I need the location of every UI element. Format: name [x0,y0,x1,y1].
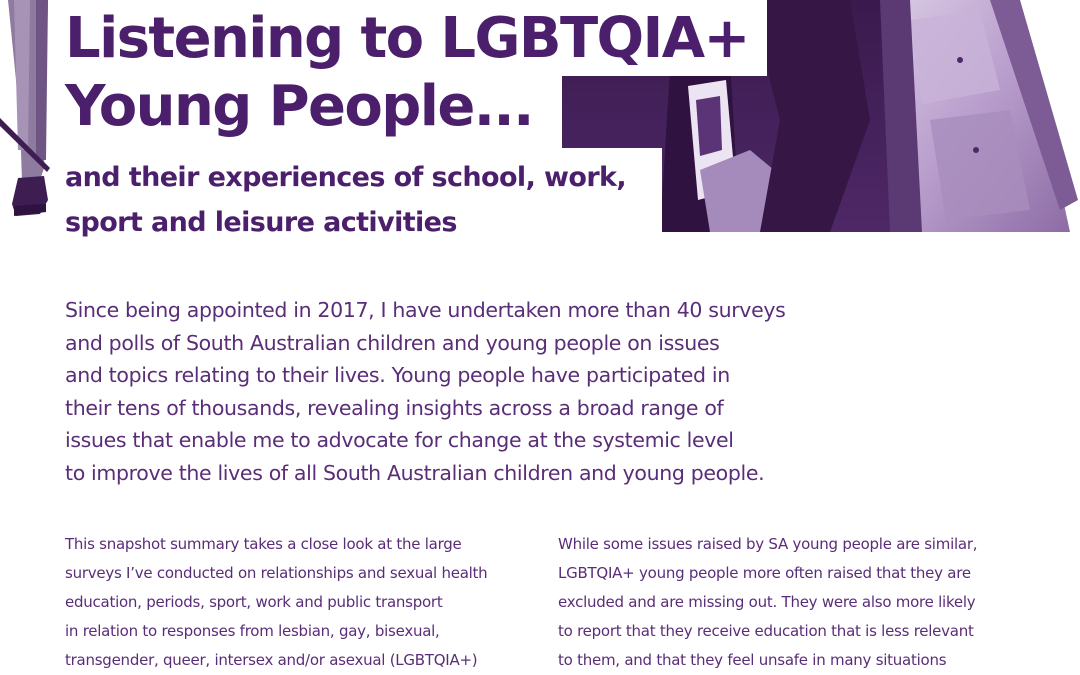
body-line: surveys I’ve conducted on relationships and sexual health [65,564,488,582]
body-line: excluded and are missing out. They were also more likely [558,593,976,611]
body-column-left [65,530,525,675]
body-line: to them, and that they feel unsafe in many situations [558,651,947,669]
photo-left-person-legs [0,0,62,225]
body-line: education, periods, sport, work and public transport [65,593,443,611]
body-line: LGBTQIA+ young people more often raised that they are [558,564,971,582]
body-line: transgender, queer, intersex and/or asexual (LGBTQIA+) [65,651,478,669]
intro-line: and polls of South Australian children and young people on issues [65,330,720,355]
body-line: to report that they receive education that is less relevant [558,622,974,640]
body-column-right [558,530,1028,675]
intro-line: issues that enable me to advocate for change at the systemic level [65,428,734,453]
page-subtitle-line-2: sport and leisure activities [65,207,457,238]
intro-paragraph [65,294,845,490]
intro-line: Since being appointed in 2017, I have undertaken more than 40 surveys [65,298,786,322]
body-line: in relation to responses from lesbian, gay, bisexual, [65,622,440,640]
page-title-line-2: Young People... [65,74,533,139]
intro-line: and topics relating to their lives. Young people have participated in [65,363,730,388]
page-subtitle-line-1: and their experiences of school, work, [65,162,627,193]
body-line: While some issues raised by SA young people are similar, [558,535,978,553]
intro-line: their tens of thousands, revealing insights across a broad range of [65,395,724,420]
page-title-line-1: Listening to LGBTQIA+ [65,6,749,71]
intro-line: to improve the lives of all South Australian children and young people. [65,460,765,485]
body-line: This snapshot summary takes a close look at the large [65,535,462,553]
